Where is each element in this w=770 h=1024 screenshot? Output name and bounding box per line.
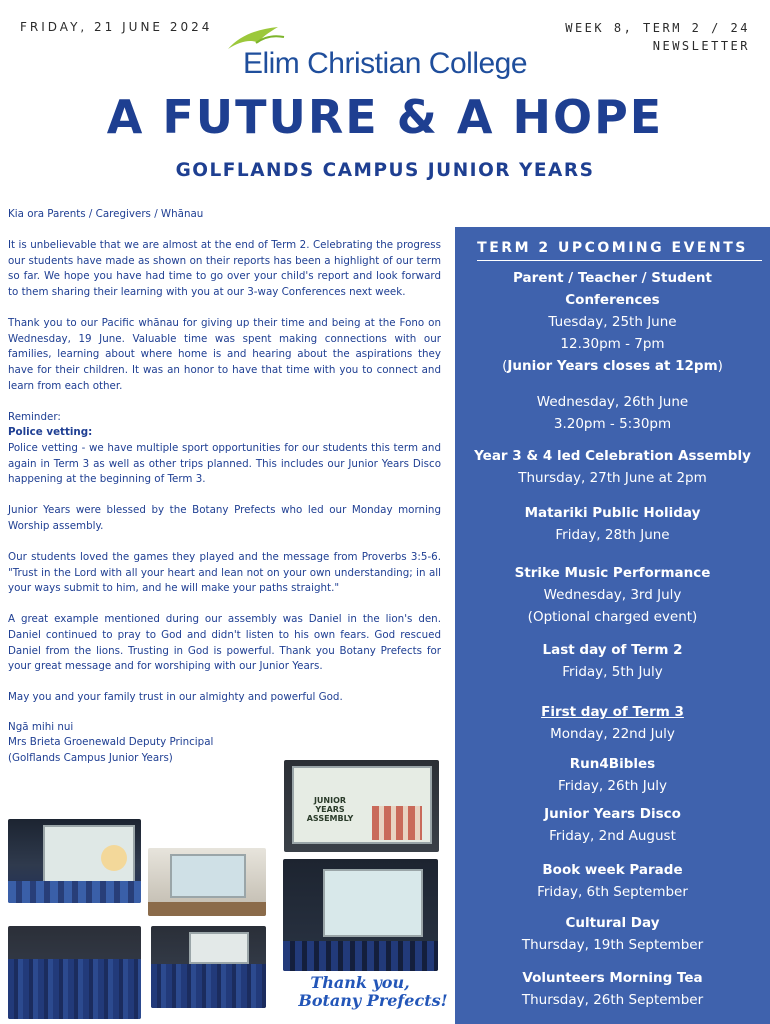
thanks-line2: Botany Prefects! [298,991,448,1010]
event-detail: Monday, 22nd July [550,726,675,742]
event-title: Run4Bibles [569,756,656,772]
paragraph-term-progress: It is unbelievable that we are almost at the end of Term 2. Celebrating the progress our students have made as shown on their reports has been a highlight of our term so far. We hope you have had time to go over your child's report and look forward to them sharing their learning with you at our 3-way Conferences next week. [8,239,441,298]
police-vetting-text: Police vetting - we have multiple sport opportunities for our students this term and again in Term 3 as well as other trips planned. This includes our Junior Years Disco happening at the beginning of Term 3. [8,441,441,486]
event-detail: Friday, 6th September [537,884,688,900]
event-title: Last day of Term 2 [542,642,683,658]
reminder-label: Reminder: [8,410,61,423]
event-detail: Wednesday, 3rd July [543,587,682,603]
event-extra: (Optional charged event) [527,609,698,625]
photo-prefects-stage [8,819,141,903]
event-time: 12.30pm - 7pm [560,336,665,352]
photo-stage-screen [148,848,266,916]
event-item [455,562,770,628]
event-detail: Thursday, 26th September [521,992,704,1008]
events-divider [477,260,762,261]
event-note: (Junior Years closes at 12pm) [502,358,723,374]
paragraph-proverbs: Our students loved the games they played and the message from Proverbs 3:5-6. "Trust in the Lord with all your heart and lean not on your own understanding; in all your ways submit to him, and he will make your paths straight." [8,551,441,595]
paragraph-daniel: A great example mentioned during our assembly was Daniel in the lion's den. Daniel continued to pray to God and didn't listen to his own fears. God rescued Daniel from the lions. Trusting in God is powerful. Thank you Botany Prefects for your great message and for worshiping with our Junior Years. [8,613,441,673]
greeting: Kia ora Parents / Caregivers / Whānau [8,208,204,220]
photo-students-hall [8,926,141,1019]
thanks-line1: Thank you, [310,973,410,992]
event-title: Book week Parade [542,862,683,878]
event-detail: Thursday, 19th September [521,937,704,953]
week-term: WEEK 8, TERM 2 / 24 [565,21,750,35]
college-logo [210,25,560,93]
assembly-screen-line1: JUNIOR YEARS [313,796,347,814]
event-detail: Friday, 2nd August [549,828,676,844]
event-item [455,912,770,956]
event-detail: Friday, 28th June [555,527,670,543]
event-item [455,967,770,1011]
event-time: 3.20pm - 5:30pm [553,416,672,432]
event-title: First day of Term 3 [541,704,684,720]
paragraph-prefects: Junior Years were blessed by the Botany Prefects who led our Monday morning Worship assembly. [8,504,441,532]
photo-students-screen [151,926,266,1008]
issue-date: FRIDAY, 21 JUNE 2024 [20,20,213,34]
event-title: Parent / Teacher / Student [513,270,712,286]
photo-hall-screen [283,859,438,971]
paragraph-blessing: May you and your family trust in our almighty and powerful God. [8,691,343,704]
event-conferences [455,267,770,377]
event-item [455,701,770,745]
events-title: TERM 2 UPCOMING EVENTS [477,240,748,256]
event-title: Volunteers Morning Tea [522,970,703,986]
signer-campus: (Golflands Campus Junior Years) [8,751,173,764]
police-vetting-heading: Police vetting: [8,426,93,439]
reminder-block [8,410,441,488]
event-title: Strike Music Performance [514,565,711,581]
event-title: Matariki Public Holiday [524,505,701,521]
issue-info [565,19,750,55]
event-title: Cultural Day [565,915,660,931]
logo-wordmark: Elim Christian College [242,47,528,80]
event-conferences-day2 [455,391,770,435]
signer-name: Mrs Brieta Groenewald Deputy Principal [8,736,214,749]
thank-you-caption [270,974,450,1010]
event-item [455,803,770,847]
assembly-screen-line2: ASSEMBLY [306,814,354,823]
event-detail: Friday, 5th July [562,664,663,680]
event-title: Year 3 & 4 led Celebration Assembly [474,448,751,464]
principal-letter [8,207,441,782]
event-date: Tuesday, 25th June [548,314,677,330]
event-detail: Thursday, 27th June at 2pm [518,470,707,486]
headline: A FUTURE & A HOPE [106,90,664,144]
newsletter-label: NEWSLETTER [652,39,750,53]
subheadline: GOLFLANDS CAMPUS JUNIOR YEARS [175,160,595,181]
event-title: Junior Years Disco [544,806,681,822]
event-title: Conferences [565,292,660,308]
event-detail: Friday, 26th July [557,778,668,794]
photo-assembly-screen [284,760,439,852]
event-item [455,753,770,797]
event-item [455,859,770,903]
event-item [455,445,770,489]
signoff: Ngā mihi nui [8,720,74,733]
event-item [455,639,770,683]
paragraph-fono: Thank you to our Pacific whānau for giving up their time and being at the Fono on Wednesday, 19 June. Valuable time was spent making connections with our families, learning about where home is and hearing about the aspirations they have for their children. It was an honor to have that time with you to connect and learn from each other. [8,317,441,392]
events-panel [455,227,770,1024]
event-item [455,502,770,546]
event-date: Wednesday, 26th June [536,394,689,410]
